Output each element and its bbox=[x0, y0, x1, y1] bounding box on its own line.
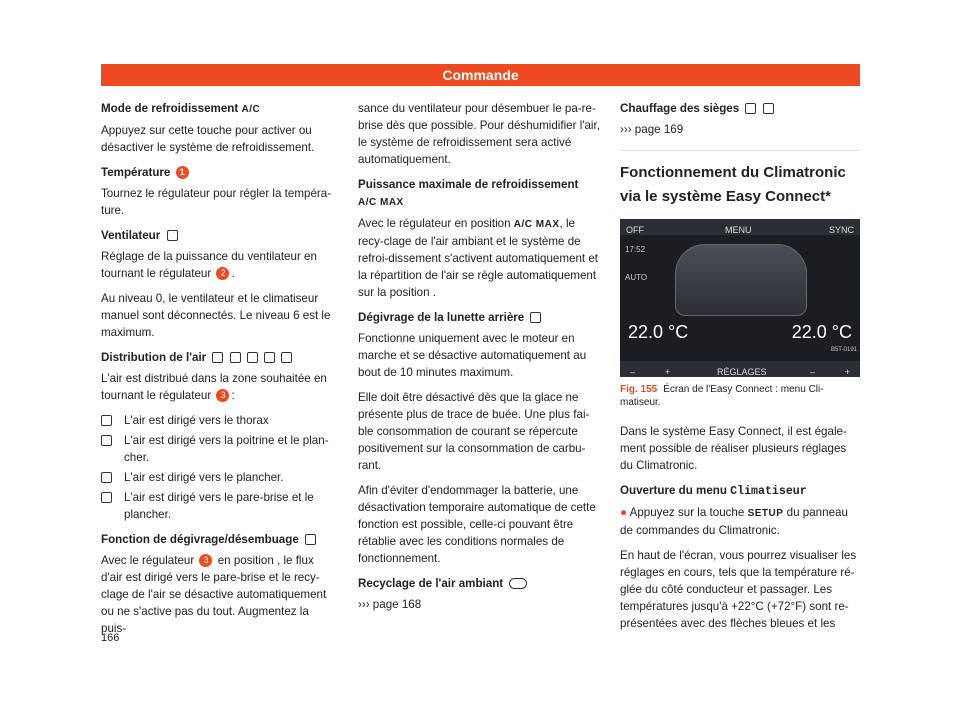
fan-text-a: Réglage de la puissance du ventilateur en tournant le régulateur bbox=[101, 250, 317, 280]
easy-connect-screen bbox=[620, 219, 860, 377]
recyc-heading bbox=[358, 575, 600, 592]
rear-defrost-icon bbox=[530, 312, 541, 323]
screen-top-bar bbox=[620, 219, 860, 235]
air-windshield-floor-icon bbox=[264, 352, 275, 363]
page-header: Commande bbox=[101, 64, 860, 86]
screen-code: B5T-0191 bbox=[830, 347, 857, 353]
figure-caption-text: Écran de l'Easy Connect : menu Cli-matiseur. bbox=[620, 384, 824, 408]
defrost-icon bbox=[281, 352, 292, 363]
screen-minus-right: – bbox=[809, 367, 815, 377]
bullet-text-a: Appuyez sur la touche bbox=[629, 506, 745, 519]
p2: En haut de l'écran, vous pourrez visualiser les réglages en cours, tels que la température ré-glée du côté conducteur et passager. Les températures jusqu'à +22°C (+72°F) sont re-présentées avec des flèches bleues et les bbox=[620, 549, 857, 630]
ac-badge: A/C bbox=[241, 104, 261, 115]
column-2 bbox=[358, 100, 600, 623]
callout-1: 1 bbox=[176, 166, 189, 179]
screen-menu: MENU bbox=[725, 225, 752, 235]
screen-bottom-bar bbox=[620, 361, 860, 377]
section-title: Fonctionnement du Climatronic via le système Easy Connect* bbox=[620, 150, 860, 209]
column-3 bbox=[620, 100, 860, 640]
bullet-dot-icon: ● bbox=[620, 506, 628, 519]
max-heading bbox=[358, 176, 600, 211]
max-heading-text: Puissance maximale de refroidissement bbox=[358, 178, 579, 191]
recyc-ref[interactable]: ››› page 168 bbox=[358, 598, 422, 611]
air-floor-icon bbox=[247, 352, 258, 363]
open-heading-text: Ouverture du menu bbox=[620, 484, 727, 497]
open-heading bbox=[620, 482, 860, 500]
rear-text-2: Elle doit être désactivé dès que la glace ne présente plus de trace de buée. Une plus fai-ble consommation de courant se répercute positivement sur la consommation de carbu-rant. bbox=[358, 391, 590, 472]
rear-heading bbox=[358, 309, 600, 326]
callout-3: 3 bbox=[199, 554, 212, 567]
seat-ref[interactable]: ››› page 169 bbox=[620, 123, 684, 136]
list-item-text: L'air est dirigé vers le plancher. bbox=[124, 471, 284, 484]
screen-minus-left: – bbox=[630, 367, 636, 377]
seat-heat-right-icon bbox=[763, 103, 774, 114]
max-text bbox=[358, 215, 600, 301]
callout-2: 2 bbox=[216, 267, 229, 280]
callout-3: 3 bbox=[216, 389, 229, 402]
list-item bbox=[101, 412, 336, 429]
column-1 bbox=[101, 100, 336, 645]
air-chest-floor-icon bbox=[230, 352, 241, 363]
rear-heading-text: Dégivrage de la lunette arrière bbox=[358, 311, 525, 324]
ac-heading bbox=[101, 100, 336, 118]
ac-text: Appuyez sur cette touche pour activer ou désactiver le système de refroidissement. bbox=[101, 124, 315, 154]
air-windshield-floor-icon bbox=[101, 492, 112, 503]
dist-heading-text: Distribution de l'air bbox=[101, 351, 207, 364]
ac-max-badge: A/C MAX bbox=[358, 197, 404, 208]
bullet-item bbox=[620, 504, 860, 539]
rear-text: Fonctionne uniquement avec le moteur en marche et se désactive automatiquement au bout de 10 minutes maximum. bbox=[358, 332, 587, 379]
screen-plus-right: + bbox=[844, 367, 850, 377]
page-number: 166 bbox=[101, 632, 120, 644]
ac-heading-text: Mode de refroidissement bbox=[101, 102, 239, 115]
list-item-text: L'air est dirigé vers la poitrine et le plan-cher. bbox=[124, 434, 329, 464]
screen-off: OFF bbox=[626, 225, 644, 235]
list-item bbox=[101, 469, 336, 486]
seat-heat-left-icon bbox=[745, 103, 756, 114]
screen-time: 17:52 bbox=[625, 245, 646, 254]
dist-text-b: : bbox=[231, 389, 235, 402]
air-chest-icon bbox=[212, 352, 223, 363]
temp-heading-text: Température bbox=[101, 166, 171, 179]
fan-text-b: . bbox=[231, 267, 235, 280]
screen-plus-left: + bbox=[665, 367, 671, 377]
seat-heading-text: Chauffage des sièges bbox=[620, 102, 740, 115]
ac-max-badge-inline: A/C MAX bbox=[513, 219, 560, 230]
figure-caption bbox=[620, 383, 860, 409]
rear-text-3: Afin d'éviter d'endommager la batterie, une désactivation temporaire automatique de cette fonction est possible, celle-ci pouvant être rétablie avec les conditions normales de fonctionnement. bbox=[358, 484, 596, 565]
open-menu-name: Climatiseur bbox=[730, 485, 807, 498]
dist-list bbox=[101, 412, 336, 523]
air-chest-floor-icon bbox=[101, 435, 112, 446]
fan-text bbox=[101, 248, 336, 282]
list-item-text: L'air est dirigé vers le pare-brise et le plancher. bbox=[124, 491, 314, 521]
max-text-b: , le recy-clage de l'air ambiant et le système de refroi-dissement s'activent automatiquement et la répartition de l'air se règle automatiquement sur la position . bbox=[358, 217, 598, 299]
recyc-heading-text: Recyclage de l'air ambiant bbox=[358, 577, 504, 590]
fan-icon bbox=[167, 230, 178, 241]
defrost-heading bbox=[101, 531, 336, 548]
seat-heading bbox=[620, 100, 860, 117]
dist-heading bbox=[101, 349, 336, 366]
p1: Dans le système Easy Connect, il est égale-ment possible de réaliser plusieurs réglages du Climatronic. bbox=[620, 425, 847, 472]
screen-reglages: RÉGLAGES bbox=[717, 367, 767, 377]
car-illustration bbox=[675, 244, 807, 316]
fan-heading bbox=[101, 227, 336, 244]
recirculation-icon bbox=[509, 578, 527, 589]
fan-heading-text: Ventilateur bbox=[101, 229, 161, 242]
temp-heading bbox=[101, 164, 336, 181]
max-text-a: Avec le régulateur en position bbox=[358, 217, 511, 230]
setup-key: SETUP bbox=[747, 508, 784, 519]
dist-text-a: L'air est distribué dans la zone souhaitée en tournant le régulateur bbox=[101, 372, 327, 402]
air-floor-icon bbox=[101, 472, 112, 483]
screen-sync: SYNC bbox=[828, 225, 854, 235]
temp-text: Tournez le régulateur pour régler la tempéra-ture. bbox=[101, 187, 332, 217]
air-chest-icon bbox=[101, 415, 112, 426]
screen-auto: AUTO bbox=[625, 273, 648, 282]
list-item bbox=[101, 432, 336, 466]
defrost-icon bbox=[305, 534, 316, 545]
figure-label: Fig. 155 bbox=[620, 384, 658, 395]
fan-text-2: Au niveau 0, le ventilateur et le climatiseur manuel sont déconnectés. Le niveau 6 est le maximum. bbox=[101, 292, 331, 339]
cont-text: sance du ventilateur pour désembuer le pa-re-brise dès que possible. Pour déshumidifier l'air, le système de refroidissement sera activé automatiquement. bbox=[358, 102, 600, 166]
defrost-heading-text: Fonction de dégivrage/désembuage bbox=[101, 533, 299, 546]
screen-temp-left: 22.0 °C bbox=[628, 322, 689, 342]
dist-text bbox=[101, 370, 336, 404]
list-item bbox=[101, 489, 336, 523]
bullet-text-b: du panneau de commandes du Climatronic. bbox=[620, 506, 848, 537]
list-item-text: L'air est dirigé vers le thorax bbox=[124, 414, 269, 427]
defrost-text-b: en position , le flux d'air est dirigé vers le pare-brise et le recy-clage de l'air se désactive automatiquement ou ne s'active pas du tout. Augmentez la puis- bbox=[101, 554, 327, 635]
screen-temp-right: 22.0 °C bbox=[791, 322, 852, 342]
defrost-text bbox=[101, 552, 336, 637]
defrost-text-a: Avec le régulateur bbox=[101, 554, 195, 567]
